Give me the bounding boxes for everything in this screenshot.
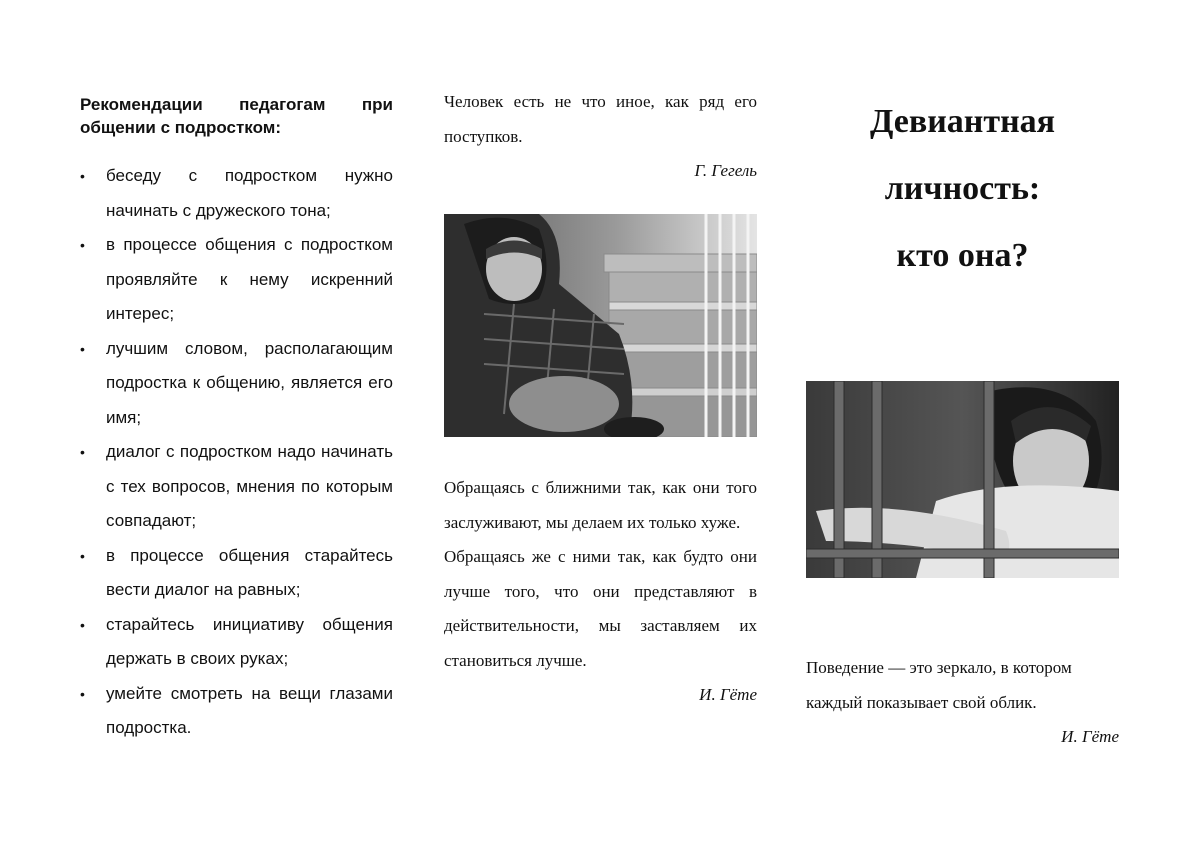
- list-item: [80, 435, 393, 539]
- page-title: [806, 88, 1119, 289]
- list-item-text: старайтесь инициативу общения держать в своих руках;: [106, 614, 393, 668]
- list-item: [80, 608, 393, 677]
- girl-behind-bars-photo: [806, 381, 1119, 578]
- quote-text: Поведение — это зеркало, в котором каждый показывает свой облик.: [806, 658, 1072, 712]
- list-item: [80, 228, 393, 332]
- list-item: [80, 539, 393, 608]
- list-item: [80, 159, 393, 228]
- list-item: [80, 677, 393, 746]
- quote-author: Г. Гегель: [694, 161, 757, 180]
- title-line: личность:: [884, 170, 1041, 207]
- teen-on-stairs-photo: [444, 214, 757, 437]
- recommendations-list: [80, 159, 393, 746]
- quote-text: Человек есть не что иное, как ряд его поступков.: [444, 92, 757, 146]
- bullet-icon: •: [80, 444, 85, 460]
- bullet-icon: •: [80, 340, 85, 357]
- bullet-icon: •: [80, 168, 85, 184]
- hegel-quote: [444, 85, 757, 189]
- recommendations-heading: Рекомендации педагогам при общении с подростком:: [80, 95, 393, 137]
- list-item: [80, 332, 393, 436]
- bullet-icon: •: [80, 547, 85, 564]
- quote-text: Обращаясь с ближними так, как они того заслуживают, мы делаем их только хуже.: [444, 478, 757, 532]
- list-item-text: умейте смотреть на вещи глазами подростка.: [106, 683, 393, 737]
- quote-text: Обращаясь же с ними так, как будто они лучше того, что они представляют в действительности, мы заставляем их становиться лучше.: [444, 547, 757, 670]
- bullet-icon: •: [80, 237, 85, 253]
- goethe-mirror-quote: [806, 651, 1119, 755]
- list-item-text: в процессе общения с подростком проявляйте к нему искренний интерес;: [106, 235, 393, 323]
- goethe-quote: [444, 471, 757, 713]
- title-line: кто она?: [896, 237, 1029, 274]
- bullet-icon: •: [80, 616, 85, 633]
- quote-author: И. Гёте: [699, 685, 757, 704]
- title-line: Девиантная: [869, 103, 1056, 140]
- list-item-text: беседу с подростком нужно начинать с дружеского тона;: [106, 166, 393, 220]
- bullet-icon: •: [80, 685, 85, 702]
- list-item-text: в процессе общения старайтесь вести диалог на равных;: [106, 545, 393, 599]
- list-item-text: диалог с подростком надо начинать с тех вопросов, мнения по которым совпадают;: [106, 442, 393, 530]
- quote-author: И. Гёте: [1061, 727, 1119, 746]
- list-item-text: лучшим словом, располагающим подростка к общению, является его имя;: [106, 338, 393, 427]
